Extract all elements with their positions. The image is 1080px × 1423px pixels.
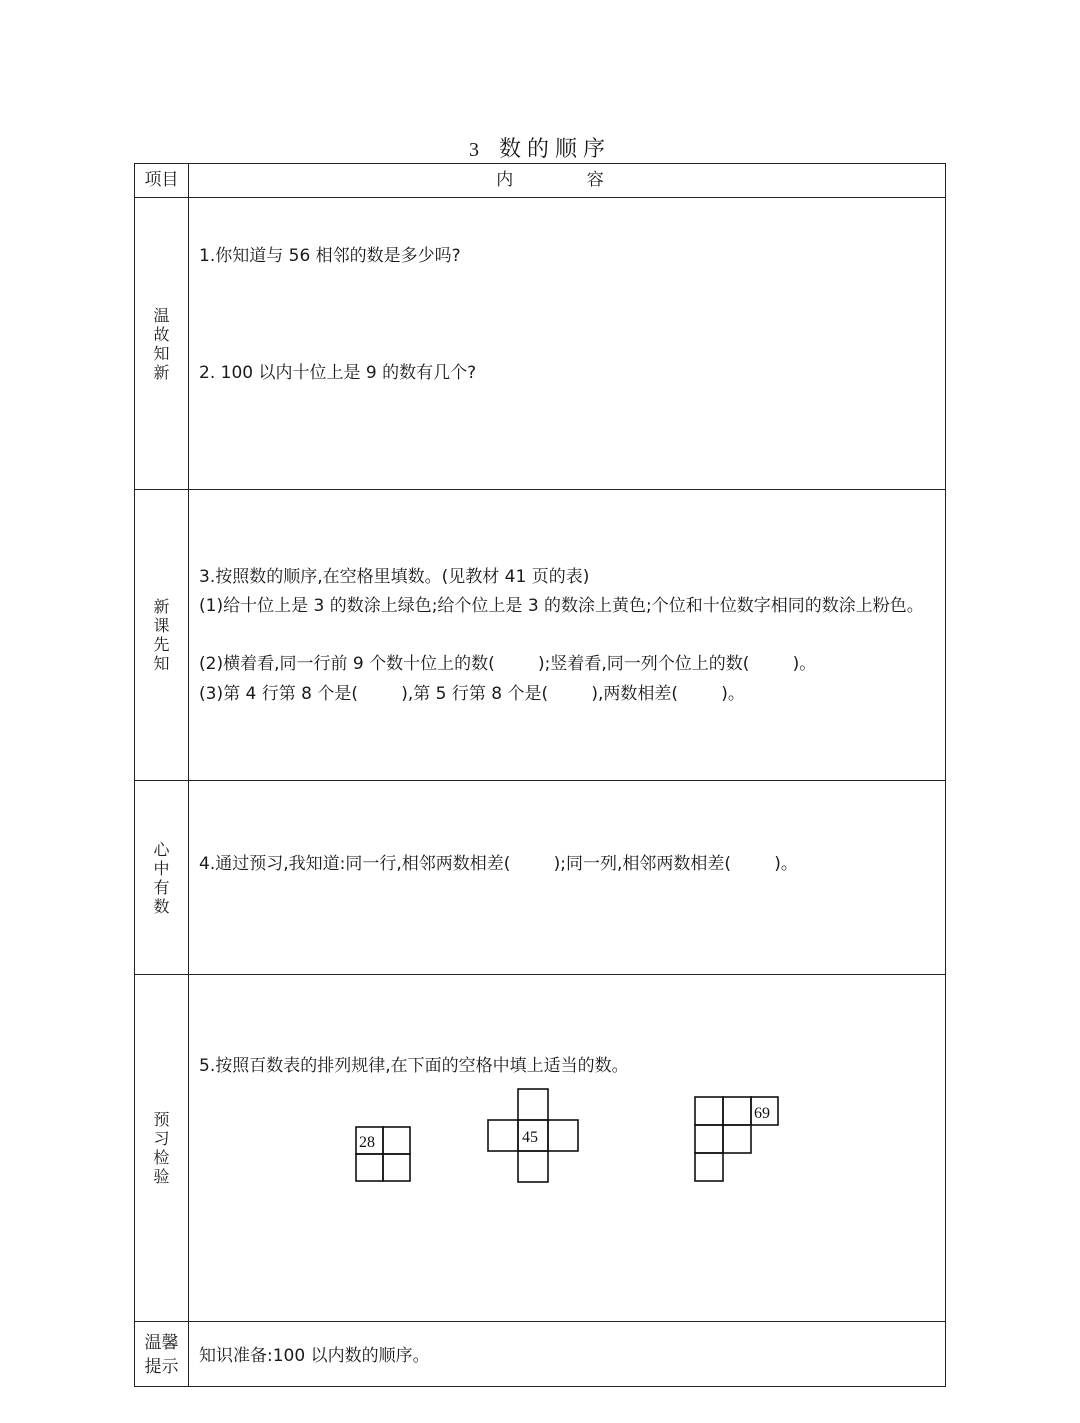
column-divider — [188, 164, 189, 1386]
section-label-summary: 心中有数 — [153, 839, 170, 916]
row-divider — [135, 489, 945, 490]
grid-cell — [383, 1154, 410, 1181]
header-item: 项目 — [144, 170, 179, 190]
grid-cell — [518, 1089, 548, 1120]
grid-cell — [383, 1127, 410, 1154]
section-label-check: 预习检验 — [153, 1110, 170, 1186]
worksheet-table — [134, 163, 946, 1387]
grid-cell — [518, 1151, 548, 1182]
section-label-review: 温故知新 — [153, 305, 170, 382]
grid-cell — [723, 1125, 751, 1153]
question-3-part-1: (1)给十位上是 3 的数涂上绿色;给个位上是 3 的数涂上黄色;个位和十位数字相同的数涂上粉色。 — [199, 596, 924, 616]
grid-cell — [356, 1154, 383, 1181]
given-number: 28 — [359, 1134, 375, 1151]
question-2: 2. 100 以内十位上是 9 的数有几个? — [199, 363, 477, 383]
lesson-number: 3 — [468, 139, 485, 161]
row-divider — [135, 780, 945, 781]
section-label-tips: 温馨提示 — [144, 1333, 179, 1377]
section-label-preview: 新课先知 — [153, 597, 170, 673]
grid-cell — [723, 1097, 751, 1125]
question-4: 4.通过预习,我知道:同一行,相邻两数相差( );同一列,相邻两数相差( )。 — [199, 854, 798, 874]
grid-cell — [695, 1125, 723, 1153]
tip-text: 知识准备:100 以内数的顺序。 — [199, 1346, 430, 1366]
grid-cell — [695, 1153, 723, 1181]
staircase-grid — [694, 1096, 780, 1184]
given-number: 69 — [754, 1105, 770, 1122]
question-5: 5.按照百数表的排列规律,在下面的空格中填上适当的数。 — [199, 1056, 629, 1076]
question-3: 3.按照数的顺序,在空格里填数。(见教材 41 页的表) — [199, 567, 590, 587]
grid-cell — [695, 1097, 723, 1125]
grid-cell — [548, 1120, 578, 1151]
page-title — [0, 132, 1080, 163]
lesson-title: 数的顺序 — [498, 137, 611, 162]
square-grid — [355, 1126, 413, 1184]
question-3-part-3: (3)第 4 行第 8 个是( ),第 5 行第 8 个是( ),两数相差( )。 — [199, 684, 745, 704]
row-divider — [135, 974, 945, 975]
question-1: 1.你知道与 56 相邻的数是多少吗? — [199, 246, 461, 266]
grid-cell — [488, 1120, 518, 1151]
row-divider — [135, 1321, 945, 1322]
question-3-part-2: (2)横着看,同一行前 9 个数十位上的数( );竖着看,同一列个位上的数( )。 — [199, 654, 817, 674]
given-number: 45 — [522, 1129, 538, 1146]
row-divider — [135, 197, 945, 198]
cross-grid — [487, 1088, 581, 1184]
header-content: 内 容 — [496, 170, 638, 190]
